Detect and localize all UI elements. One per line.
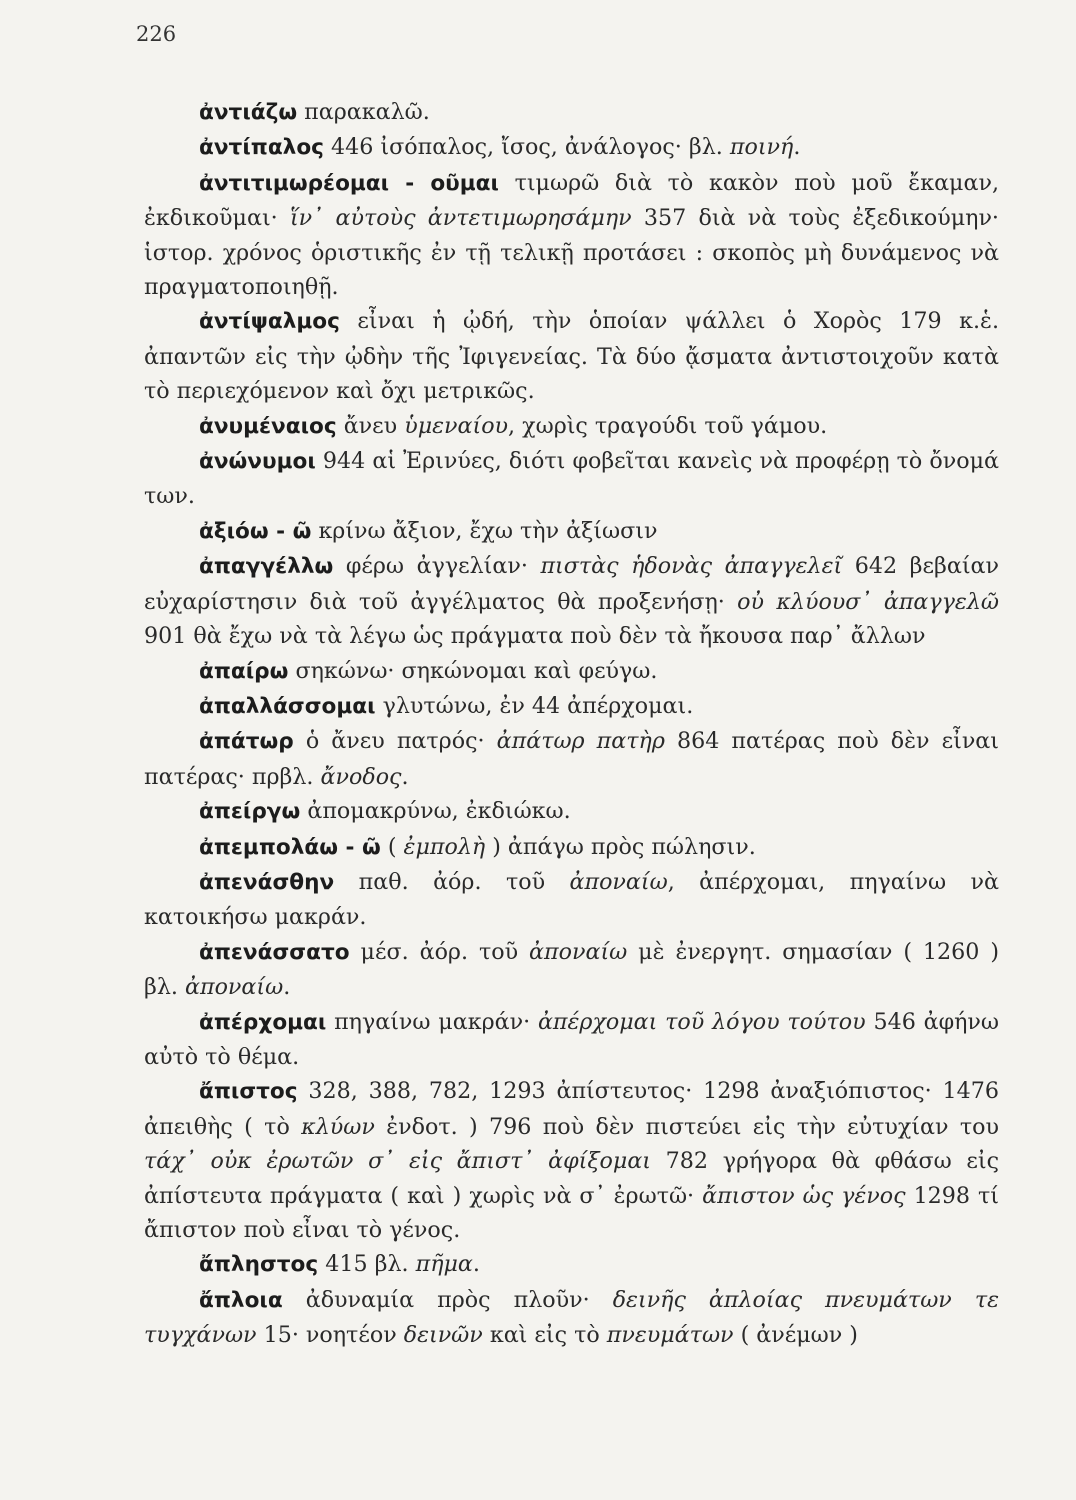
entry-definition-text: ἐνδοτ. ) 796 ποὺ δὲν πιστεύει εἰς τὴν εὐτυχίαν του xyxy=(374,1113,999,1140)
glossary-entry xyxy=(144,304,999,408)
entry-quotation: οὐ κλύουσ᾽ ἀπαγγελῶ xyxy=(737,588,999,615)
glossary-entry xyxy=(144,444,999,514)
glossary-entry xyxy=(144,935,999,1005)
entry-definition-text: ἄνευ xyxy=(336,412,405,439)
entry-definition-text: κρίνω ἄξιον, ἔχω τὴν ἀξίωσιν xyxy=(311,517,658,544)
glossary-entries xyxy=(144,95,999,1353)
entry-quotation: δεινῆς ἀπλοίας πνευμάτων τε τυγχάνων xyxy=(144,1286,1000,1349)
glossary-entry xyxy=(144,654,999,689)
entry-definition-text: 546 ἀφήνω αὐτὸ τὸ θέμα. xyxy=(144,1008,999,1070)
entry-quotation: πιστὰς ἡδονὰς ἀπαγγελεῖ xyxy=(540,553,843,580)
entry-headword: ἀπενάσσατο xyxy=(199,939,350,965)
entry-quotation: ἀποναίω xyxy=(185,974,284,1001)
glossary-entry xyxy=(144,549,999,653)
entry-quotation: ἐμπολὴ xyxy=(403,833,486,860)
entry-quotation: ἀπάτωρ πατὴρ xyxy=(496,728,665,755)
entry-definition-text: ὁ ἄνευ πατρός· xyxy=(293,728,497,755)
entry-headword: ἀπείργω xyxy=(199,799,301,825)
glossary-entry xyxy=(144,166,999,305)
entry-definition-text: , ἀπέρχομαι, πηγαίνω νὰ κατοικήσω μακράν. xyxy=(144,868,999,931)
entry-definition-text: γλυτώνω, ἐν 44 ἀπέρχομαι. xyxy=(375,692,694,719)
entry-headword: ἀπαγγέλλω xyxy=(199,554,334,580)
entry-definition-text: 864 πατέρας ποὺ δὲν εἶναι πατέρας· πρβλ. xyxy=(144,728,999,790)
entry-definition-text: παθ. ἀόρ. τοῦ xyxy=(334,868,570,895)
entry-definition-text: . xyxy=(401,763,409,790)
glossary-entry xyxy=(144,1283,999,1353)
entry-headword: ἀντίψαλμος xyxy=(199,309,340,335)
entry-definition-text: ) ἀπάγω πρὸς πώλησιν. xyxy=(485,833,756,860)
entry-definition-text: . xyxy=(283,974,291,1001)
entry-quotation: ἄνοδος xyxy=(320,763,402,790)
entry-headword: ἀνώνυμοι xyxy=(199,449,316,475)
entry-definition-text: 15· νοητέον xyxy=(256,1322,404,1349)
entry-definition-text: πηγαίνω μακράν· xyxy=(326,1008,538,1035)
glossary-entry xyxy=(144,724,999,794)
entry-definition-text: 328, 388, 782, 1293 ἀπίστευτος· 1298 ἀναξιόπιστος· 1476 ἀπειθὴς ( τὸ xyxy=(144,1078,999,1140)
entry-quotation: δεινῶν xyxy=(403,1322,483,1349)
glossary-entry xyxy=(144,1074,999,1247)
glossary-entry xyxy=(144,130,999,165)
entry-quotation: ποινή xyxy=(729,134,794,161)
entry-quotation: ἵν᾽ αὐτοὺς ἀντετιμωρησάμην xyxy=(289,205,632,232)
glossary-entry xyxy=(144,689,999,724)
entry-headword: ἀντίπαλος xyxy=(199,135,324,161)
entry-headword: ἀνυμέναιος xyxy=(199,413,337,439)
entry-definition-text: 415 βλ. xyxy=(318,1251,416,1278)
entry-definition-text: τιμωρῶ διὰ τὸ κακὸν ποὺ μοῦ ἔκαμαν, ἐκδικοῦμαι· xyxy=(144,169,999,232)
entry-headword: ἀπάτωρ xyxy=(199,729,294,755)
entry-definition-text: φέρω ἀγγελίαν· xyxy=(333,553,541,580)
entry-definition-text: 642 βεβαίαν εὐχαρίστησιν διὰ τοῦ ἀγγέλματος θὰ προξενήσῃ· xyxy=(144,553,999,615)
entry-definition-text: παρακαλῶ. xyxy=(297,99,430,125)
entry-definition-text: . xyxy=(472,1251,480,1278)
glossary-entry xyxy=(144,794,999,829)
entry-quotation: τάχ᾽ οὐκ ἐρωτῶν σ᾽ εἰς ἄπιστ᾽ ἀφίξομαι xyxy=(144,1148,652,1175)
glossary-entry xyxy=(144,830,999,865)
entry-headword: ἀπεμπολάω - ῶ xyxy=(199,834,381,860)
entry-quotation: πῆμα xyxy=(415,1251,473,1278)
entry-definition-text: 1298 τί ἄπιστον ποὺ εἶναι τὸ γένος. xyxy=(144,1182,999,1243)
entry-definition-text: 944 αἱ Ἐρινύες, διότι φοβεῖται κανεὶς νὰ προφέρῃ τὸ ὄνομά των. xyxy=(144,448,999,510)
entry-definition-text: ( ἀνέμων ) xyxy=(733,1322,858,1349)
entry-definition-text: μέσ. ἀόρ. τοῦ xyxy=(349,938,530,965)
entry-definition-text: ἀδυναμία πρὸς πλοῦν· xyxy=(282,1286,613,1313)
entry-definition-text: 446 ἰσόπαλος, ἴσος, ἀνάλογος· βλ. xyxy=(323,134,730,161)
glossary-entry xyxy=(144,1247,999,1282)
entry-quotation: ἄπιστον ὡς γένος xyxy=(702,1182,906,1209)
page-number: 226 xyxy=(136,22,177,46)
entry-definition-text: ἀπομακρύνω, ἐκδιώκω. xyxy=(300,798,571,825)
entry-headword: ἀντιτιμωρέομαι - οῦμαι xyxy=(199,170,499,196)
entry-definition-text: 357 διὰ νὰ τοὺς ἐξεδικούμην· ἱστορ. χρόνος ὁριστικῆς ἐν τῇ τελικῇ προτάσει : σκοπὸς μὴ δυνάμενος νὰ πραγματοποιηθῇ. xyxy=(144,205,999,301)
glossary-entry xyxy=(144,865,999,935)
entry-quotation: ἀποναίω xyxy=(569,868,668,895)
entry-definition-text: , χωρὶς τραγούδι τοῦ γάμου. xyxy=(508,412,828,439)
entry-definition-text: σηκώνω· σηκώνομαι καὶ φεύγω. xyxy=(288,657,658,684)
entry-definition-text: 901 θὰ ἔχω νὰ τὰ λέγω ὡς πράγματα ποὺ δὲν τὰ ἤκουσα παρ᾽ ἄλλων xyxy=(144,623,926,650)
entry-headword: ἄπληστος xyxy=(199,1252,319,1278)
entry-definition-text: 782 γρήγορα θὰ φθάσω εἰς ἀπίστευτα πράγματα ( καὶ ) χωρὶς νὰ σ᾽ ἐρωτῶ· xyxy=(144,1148,999,1209)
entry-headword: ἀντιάζω xyxy=(199,100,298,125)
entry-quotation: ἀποναίω xyxy=(529,938,628,965)
entry-headword: ἄπλοια xyxy=(199,1287,283,1313)
entry-headword: ἀπαίρω xyxy=(199,658,289,684)
entry-quotation: ἀπέρχομαι τοῦ λόγου τούτου xyxy=(537,1008,866,1035)
entry-headword: ἀπενάσθην xyxy=(199,869,335,895)
entry-quotation: κλύων xyxy=(301,1113,375,1140)
glossary-entry xyxy=(144,514,999,549)
glossary-entry xyxy=(144,95,999,130)
entry-definition-text: καὶ εἰς τὸ xyxy=(482,1322,607,1349)
entry-headword: ἄπιστος xyxy=(199,1079,298,1105)
glossary-entry xyxy=(144,409,999,444)
glossary-entry xyxy=(144,1005,999,1075)
entry-headword: ἀξιόω - ῶ xyxy=(199,518,312,544)
entry-definition-text: μὲ ἐνεργητ. σημασίαν ( 1260 ) βλ. xyxy=(144,938,999,1001)
entry-headword: ἀπέρχομαι xyxy=(199,1009,327,1035)
entry-quotation: πνευμάτων xyxy=(606,1322,734,1349)
entry-definition-text: . xyxy=(793,134,801,161)
entry-quotation: ὑμεναίου xyxy=(404,412,509,439)
entry-definition-text: εἶναι ἡ ᾠδή, τὴν ὁποίαν ψάλλει ὁ Χορὸς 179 κ.ἑ. ἀπαντῶν εἰς τὴν ᾠδὴν τῆς Ἰφιγενείας. Τὰ δύο ᾄσματα ἀντιστοιχοῦν κατὰ τὸ περιεχόμενον καὶ ὄχι μετρικῶς. xyxy=(144,308,999,405)
entry-headword: ἀπαλλάσσομαι xyxy=(199,693,376,719)
entry-definition-text: ( xyxy=(380,833,404,860)
